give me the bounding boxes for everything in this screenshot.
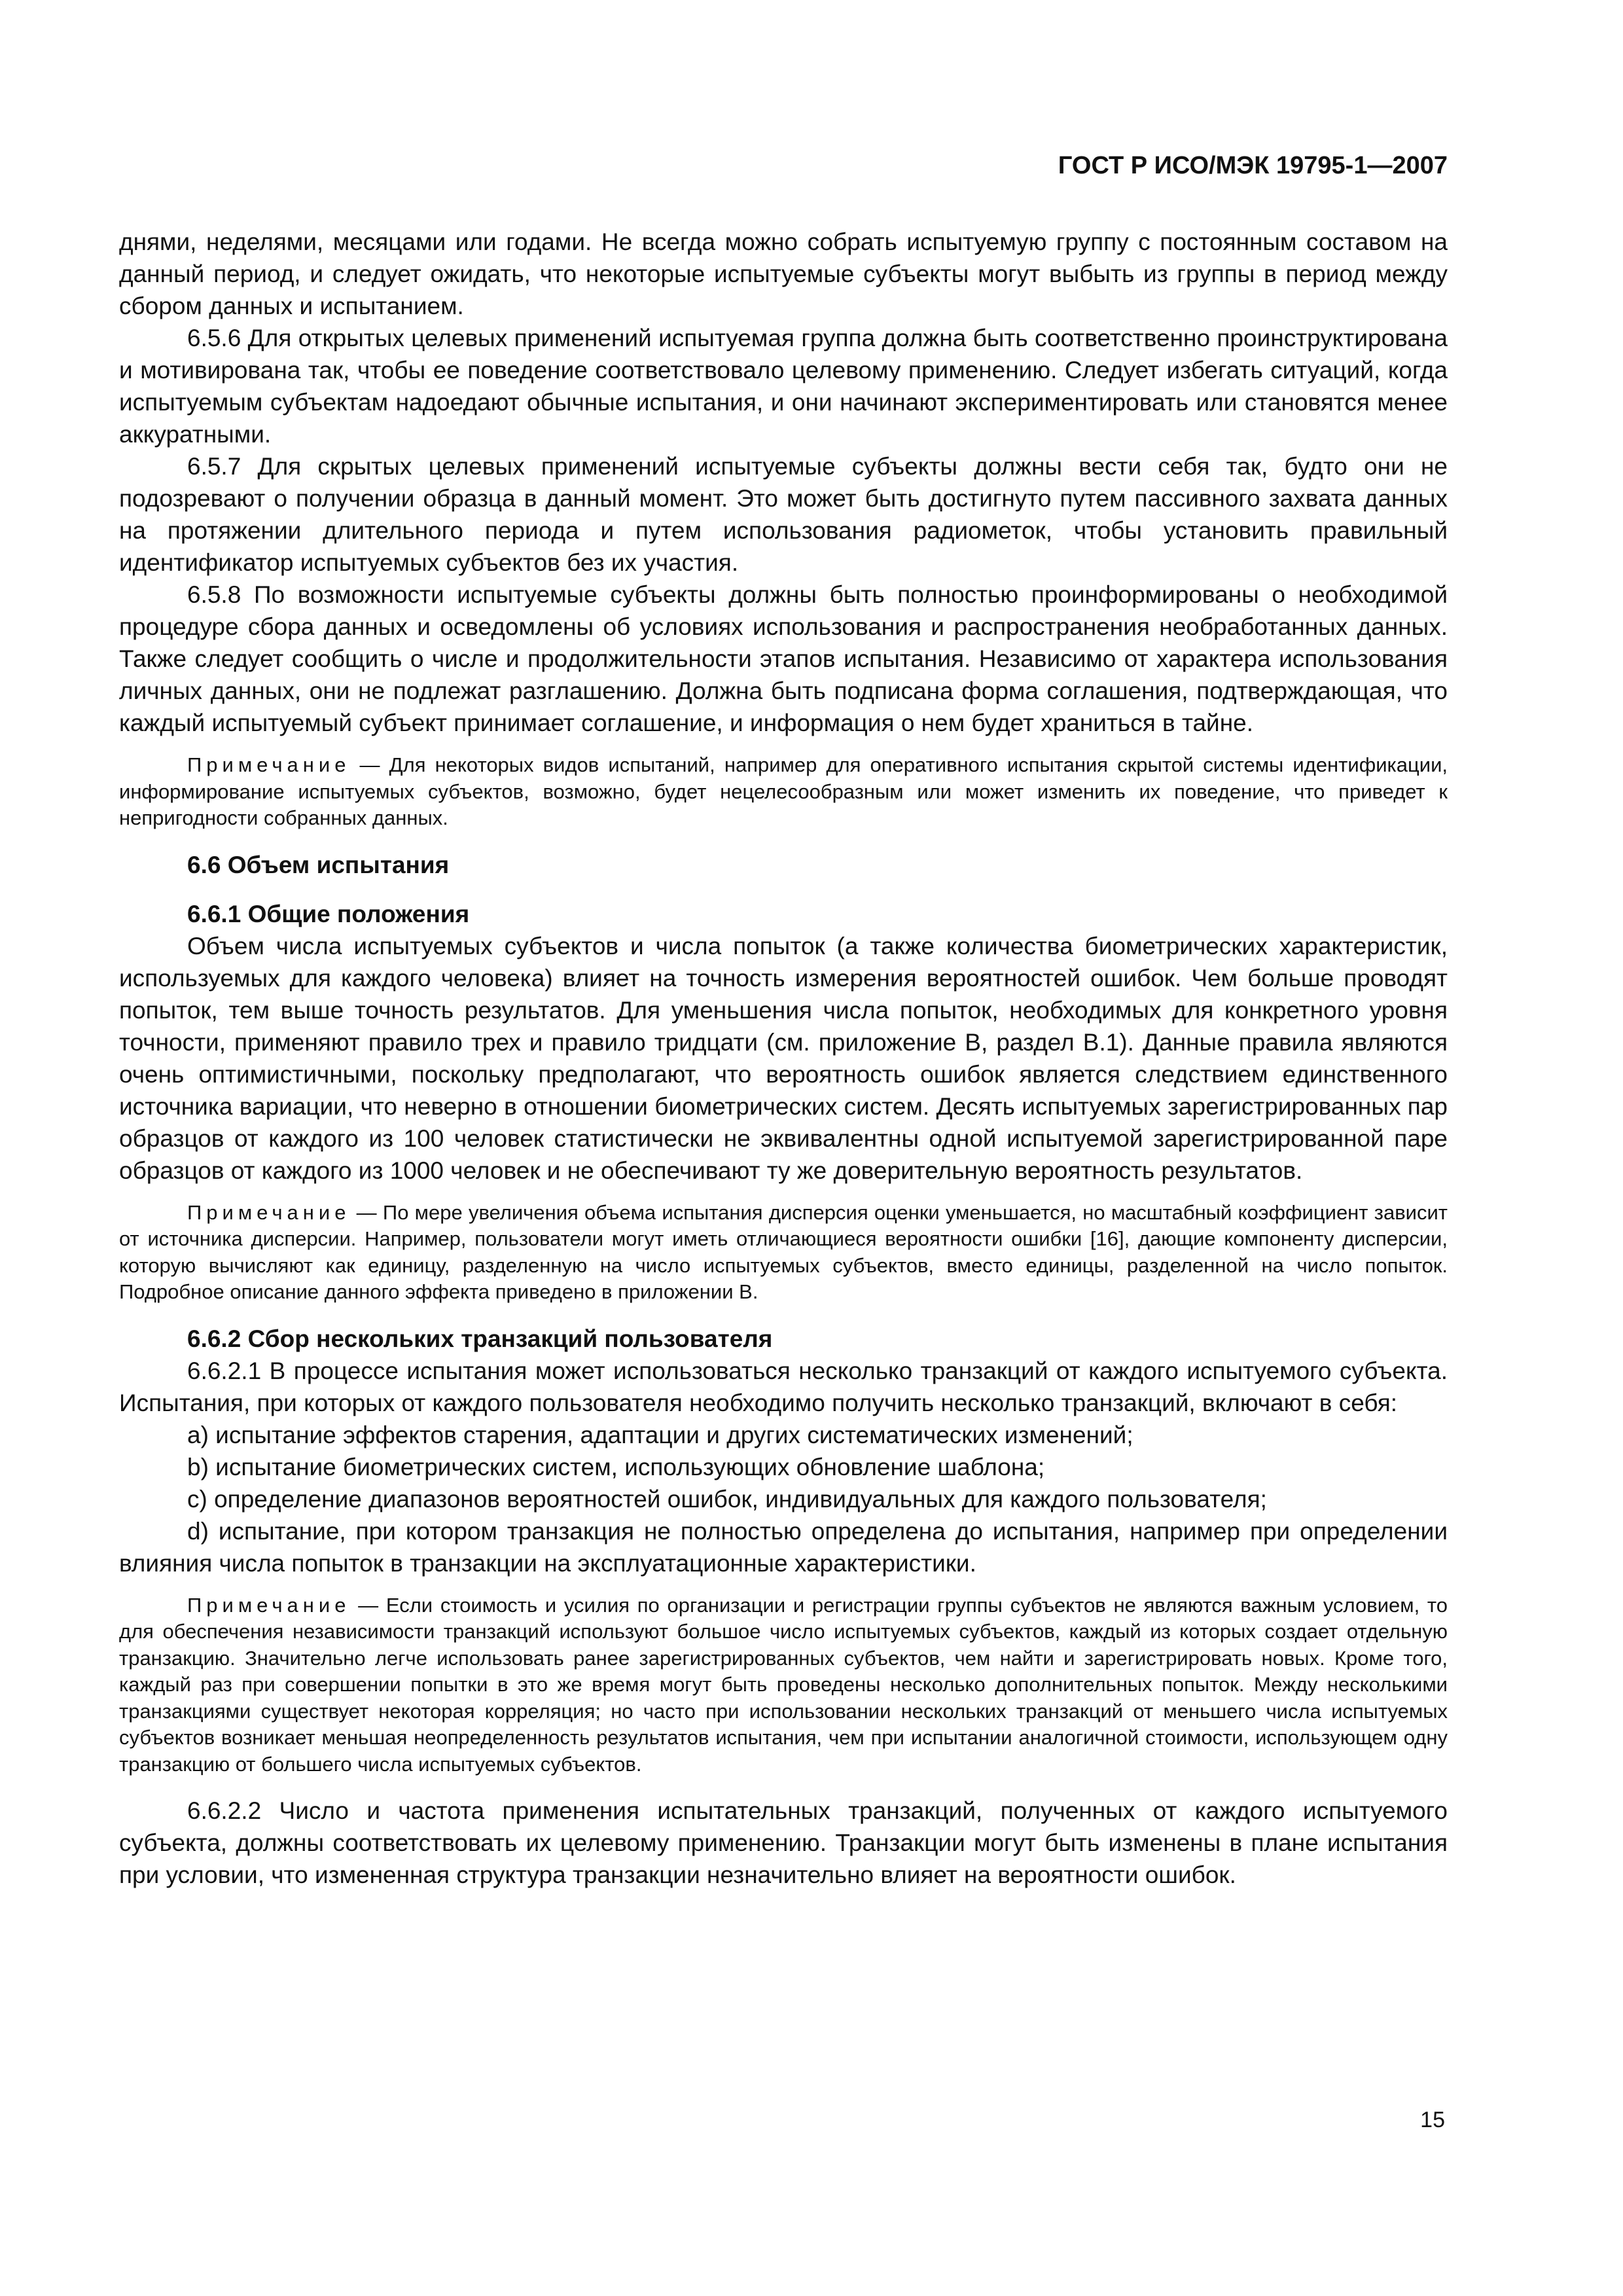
paragraph-6-5-7: 6.5.7 Для скрытых целевых применений испытуемые субъекты должны вести себя так, будто они не подозревают о получении образца в данный момент. Это может быть достигнуто путем пассивного захвата данных на протяжении длительного периода и путем использования радиометок, чтобы установить правильный идентификатор испытуемых субъектов без их участия. (119, 453, 1448, 576)
section-heading-6-6-1: 6.6.1 Общие положения (187, 900, 470, 927)
list-item: b) испытание биометрических систем, использующих обновление шаблона; (187, 1453, 1045, 1480)
paragraph-6-5-8: 6.5.8 По возможности испытуемые субъекты должны быть полностью проинформированы о необходимой процедуре сбора данных и осведомлены об условиях использования и распространения необработанных данных. Также следует сообщить о числе и продолжительности этапов испытания. Независимо от характера использования личных данных, они не подлежат разглашению. Должна быть подписана форма соглашения, подтверждающая, что каждый испытуемый субъект принимает соглашение, и информация о нем будет храниться в тайне. (119, 581, 1448, 736)
document-header: ГОСТ Р ИСО/МЭК 19795-1—2007 (1058, 152, 1448, 179)
note-2 (119, 1200, 1448, 1306)
section-heading-6-6: 6.6 Объем испытания (187, 851, 450, 878)
note-label: Примечание (187, 1593, 351, 1617)
paragraph-6-6-2-2: 6.6.2.2 Число и частота применения испытательных транзакций, полученных от каждого испытуемого субъекта, должны соответствовать их целевому применению. Транзакции могут быть изменены в плане испытания при условии, что измененная структура транзакции незначительно влияет на вероятности ошибок. (119, 1797, 1448, 1888)
paragraph-continuation: днями, неделями, месяцами или годами. Не всегда можно собрать испытуемую группу с постоянным составом на данный период, и следует ожидать, что некоторые испытуемые субъекты могут выбыть из группы в период между сбором данных и испытанием. (119, 228, 1448, 319)
list-item: c) определение диапазонов вероятностей ошибок, индивидуальных для каждого пользователя; (187, 1485, 1267, 1513)
document-body (119, 226, 1448, 1891)
paragraph-6-6-2-1: 6.6.2.1 В процессе испытания может использоваться несколько транзакций от каждого испытуемого субъекта. Испытания, при которых от каждого пользователя необходимо получить несколько транзакций, включают в себя: (119, 1357, 1448, 1416)
section-heading-6-6-2: 6.6.2 Сбор нескольких транзакций пользователя (187, 1325, 773, 1352)
paragraph-6-6-1: Объем числа испытуемых субъектов и числа попыток (а также количества биометрических характеристик, используемых для каждого человека) влияет на точность измерения вероятностей ошибок. Чем больше проводят попыток, тем выше точность результатов. Для уменьшения числа попыток, необходимых для конкретного уровня точности, применяют правило трех и правило тридцати (см. приложение В, раздел В.1). Данные правила являются очень оптимистичными, поскольку предполагают, что вероятность ошибок является следствием единственного источника вариации, что неверно в отношении биометрических систем. Десять испытуемых зарегистрированных пар образцов от каждого из 100 человек статистически не эквивалентны одной испытуемой зарегистрированной паре образцов от каждого из 1000 человек и не обеспечивают ту же доверительную вероятность результатов. (119, 932, 1448, 1184)
paragraph-6-5-6: 6.5.6 Для открытых целевых применений испытуемая группа должна быть соответственно проинструктирована и мотивирована так, чтобы ее поведение соответствовало целевому применению. Следует избегать ситуаций, когда испытуемым субъектам надоедают обычные испытания, и они начинают экспериментировать или становятся менее аккуратными. (119, 325, 1448, 448)
page-number: 15 (1420, 2108, 1445, 2132)
note-3 (119, 1592, 1448, 1778)
list-item: d) испытание, при котором транзакция не полностью определена до испытания, например при определении влияния числа попыток в транзакции на эксплуатационные характеристики. (119, 1517, 1448, 1577)
note-text: — По мере увеличения объема испытания дисперсия оценки уменьшается, но масштабный коэффициент зависит от источника дисперсии. Например, пользователи могут иметь отличающиеся вероятности ошибки [16], дающие компоненту дисперсии, которую вычисляют как единицу, разделенную на число испытуемых субъектов, вместо единицы, разделенной на число попыток. Подробное описание данного эффекта приведено в приложении В. (119, 1200, 1448, 1303)
note-label: Примечание (187, 1200, 351, 1224)
note-text: — Для некоторых видов испытаний, например для оперативного испытания скрытой системы идентификации, информирование испытуемых субъектов, возможно, будет нецелесообразным или может изменить их поведение, что приведет к непригодности собранных данных. (119, 753, 1448, 829)
list-item: a) испытание эффектов старения, адаптации и других систематических изменений; (187, 1421, 1133, 1448)
note-1 (119, 752, 1448, 832)
note-label: Примечание (187, 753, 351, 776)
note-text: — Если стоимость и усилия по организации и регистрации группы субъектов не являются важным условием, то для обеспечения независимости транзакций используют большое число испытуемых субъектов, каждый из которых создает отдельную транзакцию. Значительно легче использовать ранее зарегистрированных субъектов, чем найти и зарегистрировать новых. Кроме того, каждый раз при совершении попытки в это же время могут быть проведены несколько дополнительных попыток. Между несколькими транзакциями существует некоторая корреляция; но часто при использовании нескольких транзакций от меньшего числа испытуемых субъектов возникает меньшая неопределенность результатов испытания, чем при испытании аналогичной стоимости, использующем одну транзакцию от большего числа испытуемых субъектов. (119, 1593, 1448, 1776)
